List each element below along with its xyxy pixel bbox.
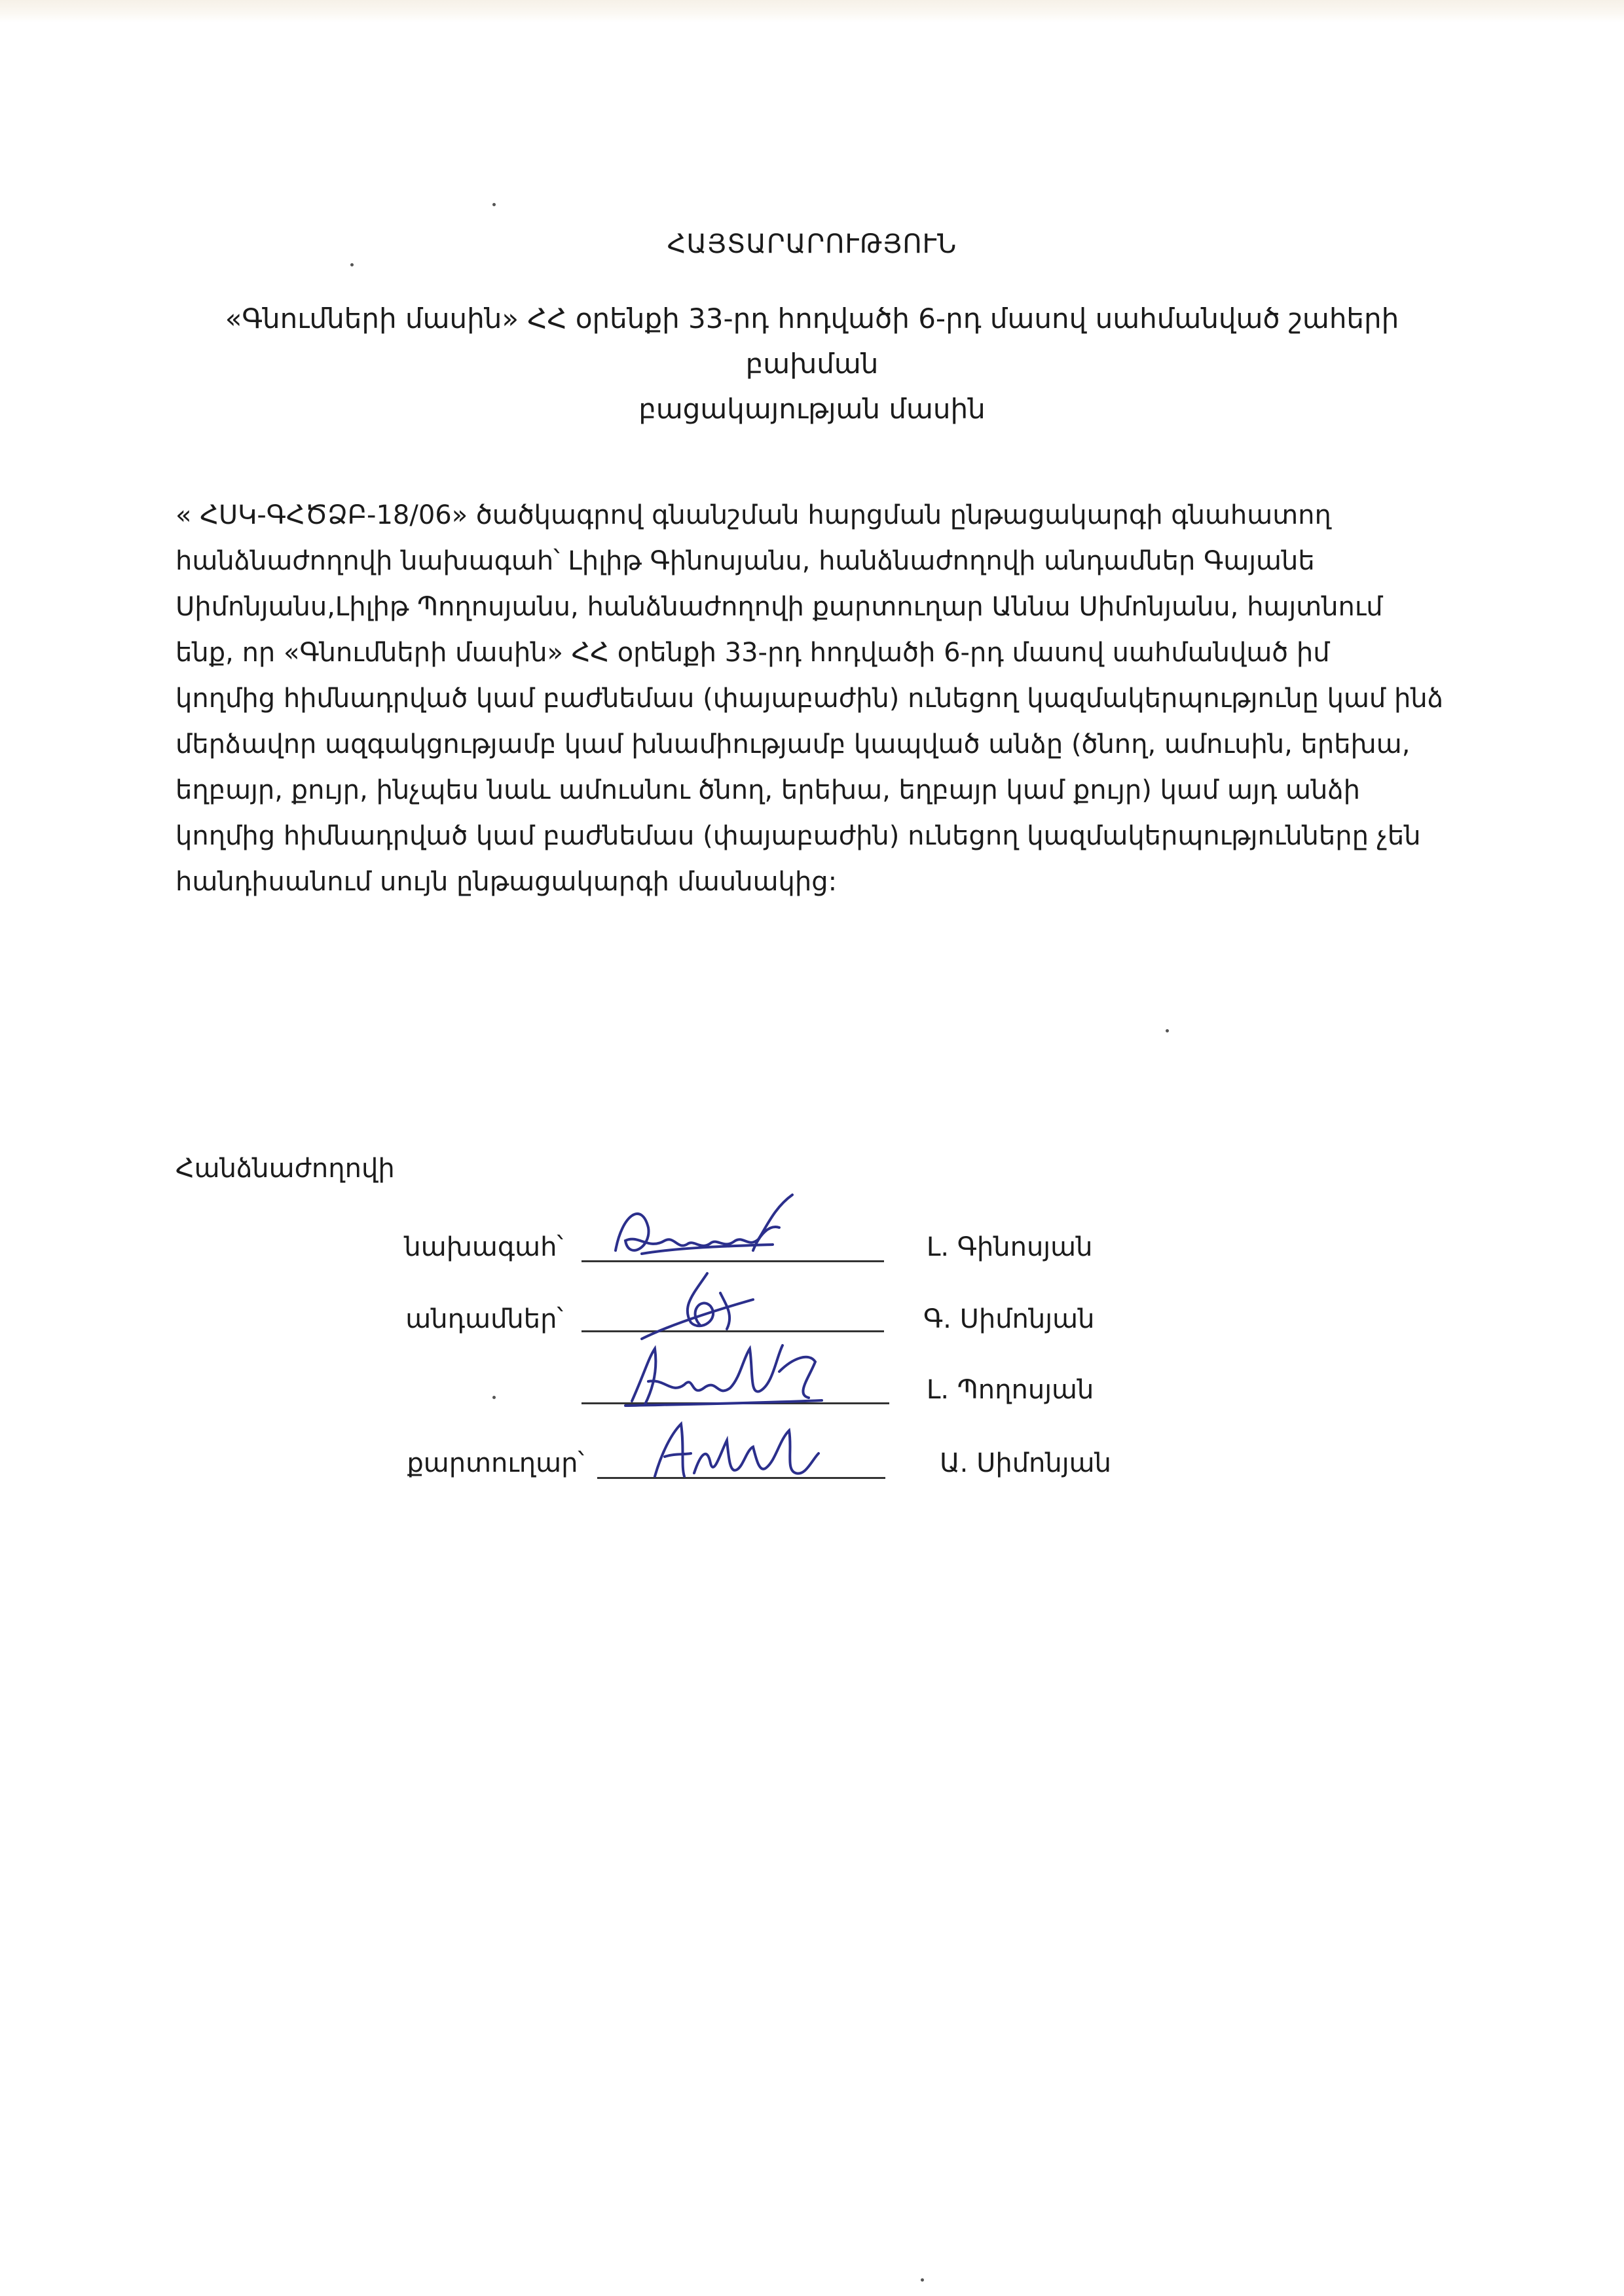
member-2-name: Լ. Պողոսյան <box>927 1375 1094 1405</box>
body-line: կողմից հիմնադրված կամ բաժնեմաս (փայաբաժին) ունեցող կազմակերպությունը կամ ինձ <box>175 683 1444 714</box>
secretary-signature <box>645 1414 828 1486</box>
subtitle-line: «Գնումների մասին» ՀՀ օրենքի 33-րդ հոդվածի 6-րդ մասով սահմանված շահերի բախման <box>225 302 1399 380</box>
scan-speck <box>492 203 496 206</box>
role-chairman-label: նախագահ՝ <box>404 1232 563 1262</box>
scan-speck <box>350 263 354 266</box>
role-secretary-label: քարտուղար՝ <box>407 1448 584 1478</box>
member-1-name: Գ. Սիմոնյան <box>923 1304 1095 1334</box>
chairman-signature <box>602 1188 812 1280</box>
body-line: հանդիսանում սույն ընթացակարգի մասնակից: <box>175 867 838 897</box>
body-line: եղբայր, քույր, ինչպես նաև ամուսնու ծնող, երեխա, եղբայր կամ քույր) կամ այդ անձի <box>175 775 1361 805</box>
body-line: Սիմոնյանս,Լիլիթ Պողոսյանս, հանձնաժողովի քարտուղար Աննա Սիմոնյանս, հայտնում <box>175 592 1383 622</box>
commission-label: Հանձնաժողովի <box>175 1154 395 1184</box>
scan-speck <box>492 1396 496 1399</box>
subtitle-line: բացակայության մասին <box>638 393 986 425</box>
document-subtitle <box>157 296 1467 431</box>
body-line: մերձավոր ազգակցությամբ կամ խնամիությամբ կապված անձը (ծնող, ամուսին, երեխա, <box>175 729 1411 759</box>
body-line: հանձնաժողովի նախագահ՝ Լիլիթ Գինոսյանս, հանձնաժողովի անդամներ Գայանե <box>175 546 1315 576</box>
scan-speck <box>921 2278 924 2282</box>
body-line: « ՀՍԿ-ԳՀԾՁԲ-18/06» ծածկագրով գնանշման հարցման ընթացակարգի գնահատող <box>175 500 1331 530</box>
role-members-label: անդամներ՝ <box>405 1304 563 1334</box>
member-2-signature <box>619 1332 835 1417</box>
chairman-name: Լ. Գինոսյան <box>927 1232 1093 1262</box>
document-title: ՀԱՅՏԱՐԱՐՈՒԹՅՈՒՆ <box>667 229 957 259</box>
secretary-name: Ա. Սիմոնյան <box>940 1448 1111 1478</box>
declaration-body <box>175 492 1459 905</box>
body-line: կողմից հիմնադրված կամ բաժնեմաս (փայաբաժին) ունեցող կազմակերպությունները չեն <box>175 821 1421 851</box>
scan-top-edge <box>0 0 1624 22</box>
scan-speck <box>1166 1029 1169 1032</box>
body-line: ենք, որ «Գնումների մասին» ՀՀ օրենքի 33-րդ հոդվածի 6-րդ մասով սահմանված իմ <box>175 638 1330 668</box>
